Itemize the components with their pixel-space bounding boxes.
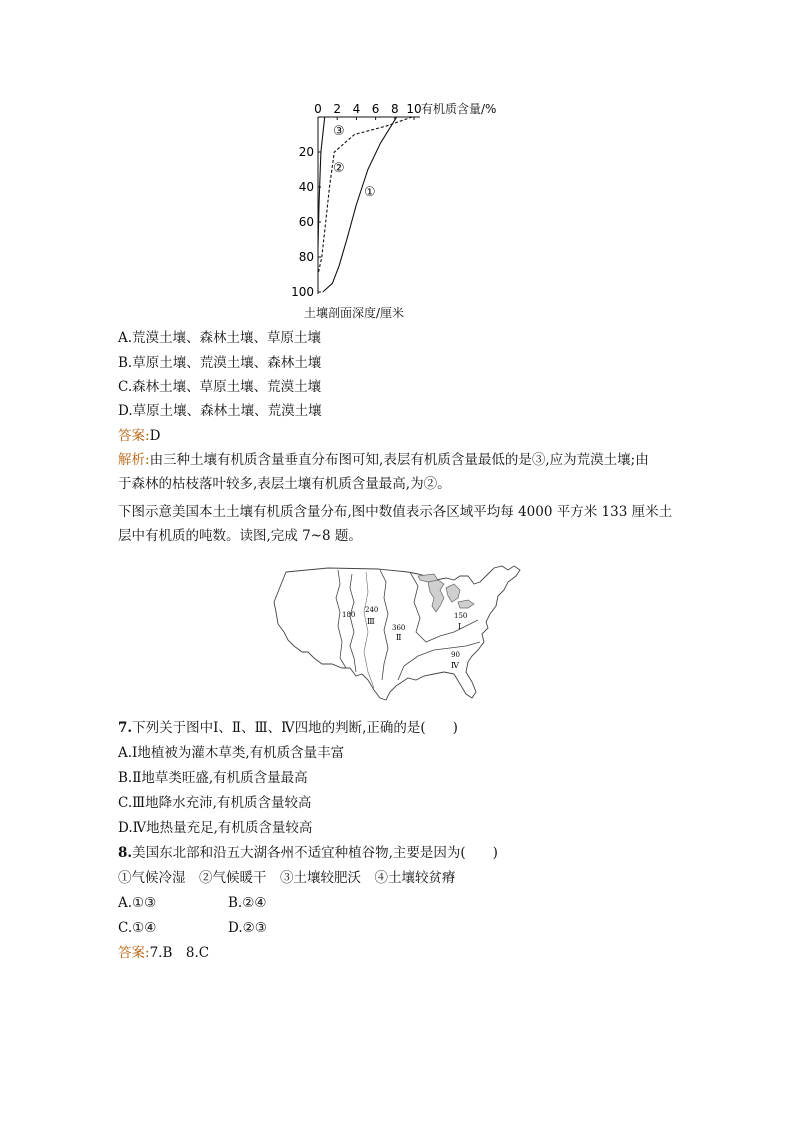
usa-organic-matter-map <box>268 562 528 704</box>
map-roman-2: Ⅱ <box>396 633 402 642</box>
answers-7-8 <box>118 943 209 963</box>
analysis-text-1: 由三种土壤有机质含量垂直分布图可知,表层有机质含量最低的是③,应为荒漠土壤;由 <box>149 452 649 468</box>
series-label-3: ③ <box>333 124 345 139</box>
q7-option-b: B.Ⅱ地草类旺盛,有机质含量最高 <box>118 770 308 786</box>
answers78-label: 答案: <box>118 945 150 961</box>
river-line <box>364 572 374 688</box>
q6-option-a: A.荒漠土壤、森林土壤、草原土壤 <box>118 330 322 346</box>
answer-label: 答案: <box>118 428 150 444</box>
y-axis-label: 土壤剖面深度/厘米 <box>304 306 405 320</box>
map-svg <box>268 562 528 704</box>
intro-line-1: 下图示意美国本土土壤有机质含量分布,图中数值表示各区域平均每 4000 平方米 133 厘米土 <box>118 504 673 520</box>
series-line-3 <box>318 117 325 248</box>
x-axis-label: 有机质含量/% <box>421 102 497 116</box>
x-tick-label-0: 0 <box>314 102 322 116</box>
map-value-150: 150 <box>454 612 468 620</box>
y-tick-label-3: 80 <box>298 250 314 264</box>
map-value-90: 90 <box>451 651 460 659</box>
q8-options-row-1 <box>118 893 266 913</box>
analysis-label: 解析: <box>118 452 150 468</box>
q8-option-d: D.②③ <box>228 920 267 936</box>
x-tick-label-5: 10 <box>406 102 422 116</box>
q8-options-row-2 <box>118 918 267 938</box>
y-ticks <box>291 145 321 299</box>
q8-option-a: A.①③ <box>118 895 157 911</box>
series-line-1 <box>323 117 397 292</box>
q8-stem <box>118 843 498 863</box>
answers78-text: 7.B 8.C <box>149 945 210 961</box>
q7-number: 7. <box>118 720 133 736</box>
q8-number: 8. <box>118 845 133 861</box>
boundary-240-360 <box>380 570 388 680</box>
q8-option-c: C.①④ <box>118 920 157 936</box>
great-lakes <box>418 574 474 612</box>
q6-analysis-line-1 <box>118 450 649 470</box>
map-value-240: 240 <box>365 606 379 614</box>
q6-answer <box>118 426 160 446</box>
q7-option-a: A.Ⅰ地植被为灌木草类,有机质含量丰富 <box>118 745 345 761</box>
chart-svg <box>280 98 520 324</box>
series-group <box>318 117 412 292</box>
answer-value: D <box>149 428 161 444</box>
q7-stem <box>118 718 458 738</box>
y-tick-label-1: 40 <box>298 180 314 194</box>
y-tick-label-0: 20 <box>298 145 314 159</box>
boundary-180-240 <box>350 574 356 672</box>
y-tick-label-2: 60 <box>298 215 314 229</box>
q6-option-b: B.草原土壤、荒漠土壤、森林土壤 <box>118 355 322 371</box>
boundary-180-west <box>336 570 346 668</box>
q8-stem-text: 美国东北部和沿五大湖各州不适宜种植谷物,主要是因为( ) <box>132 845 498 861</box>
map-value-360: 360 <box>392 624 406 632</box>
x-tick-label-2: 4 <box>352 102 361 116</box>
x-tick-label-4: 8 <box>390 102 399 116</box>
map-roman-4: Ⅳ <box>451 661 459 670</box>
q7-option-c: C.Ⅲ地降水充沛,有机质含量较高 <box>118 795 312 811</box>
q8-option-b: B.②④ <box>228 895 267 911</box>
series-label-1: ① <box>364 185 376 200</box>
map-roman-1: Ⅰ <box>458 622 462 631</box>
series-label-2: ② <box>333 161 345 176</box>
map-roman-3: Ⅲ <box>367 617 375 626</box>
organic-matter-chart <box>280 98 520 324</box>
q6-option-d: D.草原土壤、森林土壤、荒漠土壤 <box>118 403 322 419</box>
x-tick-label-1: 2 <box>333 102 342 116</box>
q7-option-d: D.Ⅳ地热量充足,有机质含量较高 <box>118 820 313 836</box>
q6-option-c: C.森林土壤、草原土壤、荒漠土壤 <box>118 379 322 395</box>
x-tick-label-3: 6 <box>371 102 380 116</box>
q6-analysis-line-2: 于森林的枯枝落叶较多,表层土壤有机质含量最高,为②。 <box>118 476 451 492</box>
y-tick-label-4: 100 <box>291 285 314 299</box>
q8-items: ①气候冷湿 ②气候暖干 ③土壤较肥沃 ④土壤较贫瘠 <box>118 870 456 886</box>
intro-line-2: 层中有机质的吨数。读图,完成 7~8 题。 <box>118 528 362 544</box>
q7-stem-text: 下列关于图中Ⅰ、Ⅱ、Ⅲ、Ⅳ四地的判断,正确的是( ) <box>132 720 458 736</box>
map-value-180: 180 <box>342 611 356 619</box>
